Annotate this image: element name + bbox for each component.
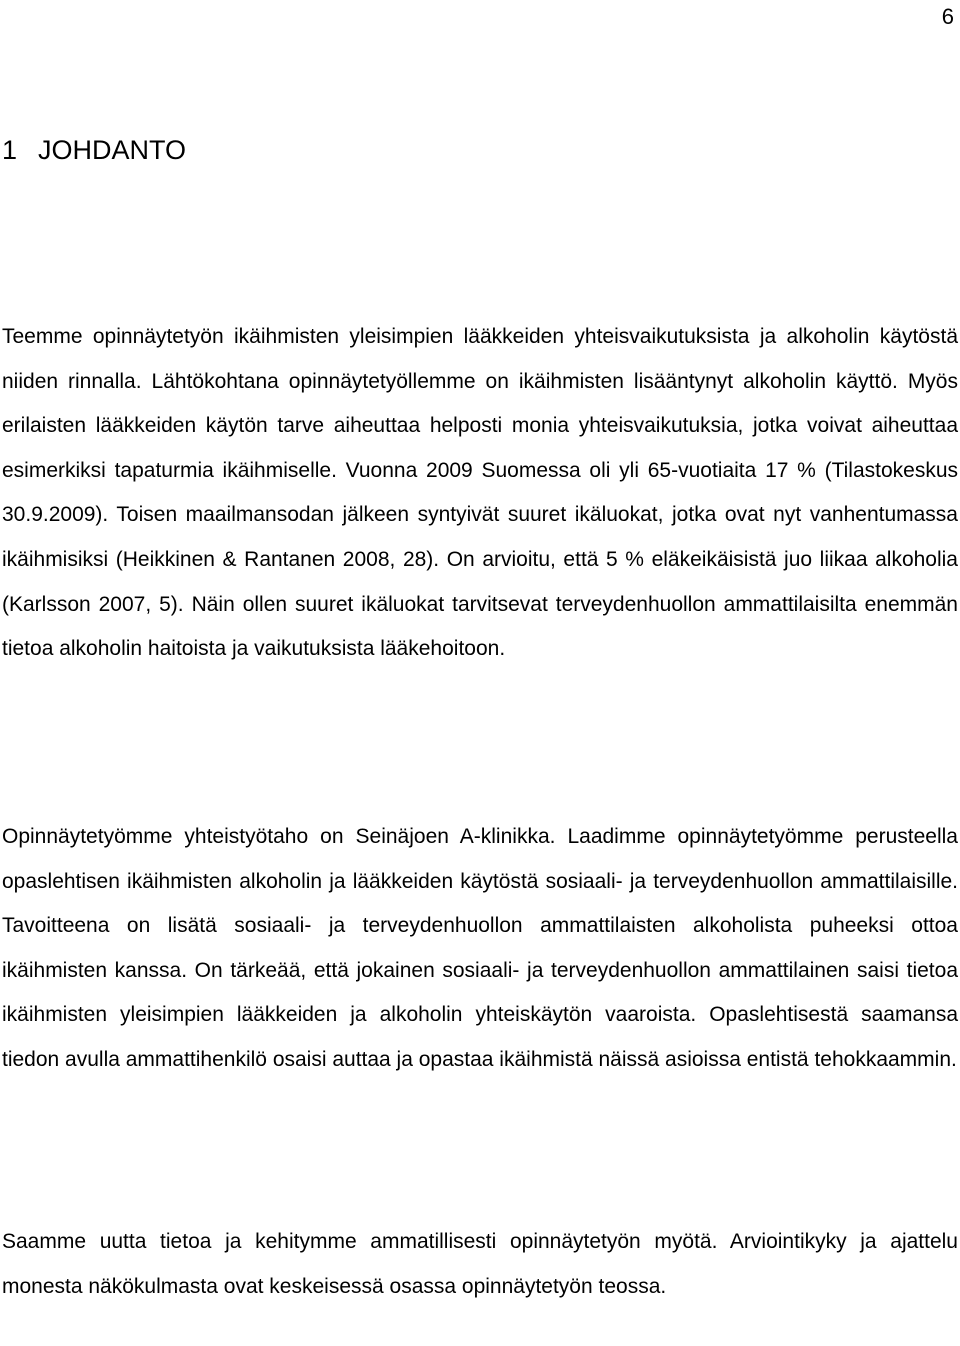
paragraph-introduction: Teemme opinnäytetyön ikäihmisten yleisimpien lääkkeiden yhteisvaikutuksista ja alkoholin käytöstä niiden rinnalla. Lähtökohtana opinnäytetyöllemme on ikäihmisten lisääntynyt alkoholin käyttö. Myös erilaisten lääkkeiden käytön tarve aiheuttaa helposti monia yhteisvaikutuksia, jotka voivat aiheuttaa esimerkiksi tapaturmia ikäihmiselle. Vuonna 2009 Suomessa oli yli 65-vuotiaita 17 % (Tilastokeskus 30.9.2009). Toisen maailmansodan jälkeen syntyivät suuret ikäluokat, jotka ovat nyt vanhentumassa ikäihmisiksi (Heikkinen & Rantanen 2008, 28). On arvioitu, että 5 % eläkeikäisistä juo liikaa alkoholia (Karlsson 2007, 5). Näin ollen suuret ikäluokat tarvitsevat terveydenhuollon ammattilaisilta enemmän tietoa alkoholin haitoista ja vaikutuksista lääkehoitoon. [2, 325, 958, 661]
paragraph-learning: Saamme uutta tietoa ja kehitymme ammatillisesti opinnäytetyön myötä. Arviointikyky ja ajattelu monesta näkökulmasta ovat keskeisessä osassa opinnäytetyön teossa. [2, 1230, 958, 1298]
paragraph-collaboration: Opinnäytetyömme yhteistyötaho on Seinäjoen A-klinikka. Laadimme opinnäytetyömme perusteella opaslehtisen ikäihmisten alkoholin ja lääkkeiden käytöstä sosiaali- ja terveydenhuollon ammattilaisille. Tavoitteena on lisätä sosiaali- ja terveydenhuollon ammattilaisten alkoholista puheeksi ottoa ikäihmisten kanssa. On tärkeää, että jokainen sosiaali- ja terveydenhuollon ammattilainen saisi tietoa ikäihmisten yleisimpien lääkkeiden ja alkoholin yhteiskäytön vaaroista. Opaslehtisestä saamansa tiedon avulla ammattihenkilö osaisi auttaa ja opastaa ikäihmistä näissä asioissa entistä tehokkaammin. [2, 825, 958, 1071]
chapter-number: 1 [2, 135, 18, 165]
page-number: 6 [941, 4, 954, 29]
chapter-heading [2, 130, 186, 170]
chapter-title: JOHDANTO [38, 135, 187, 165]
